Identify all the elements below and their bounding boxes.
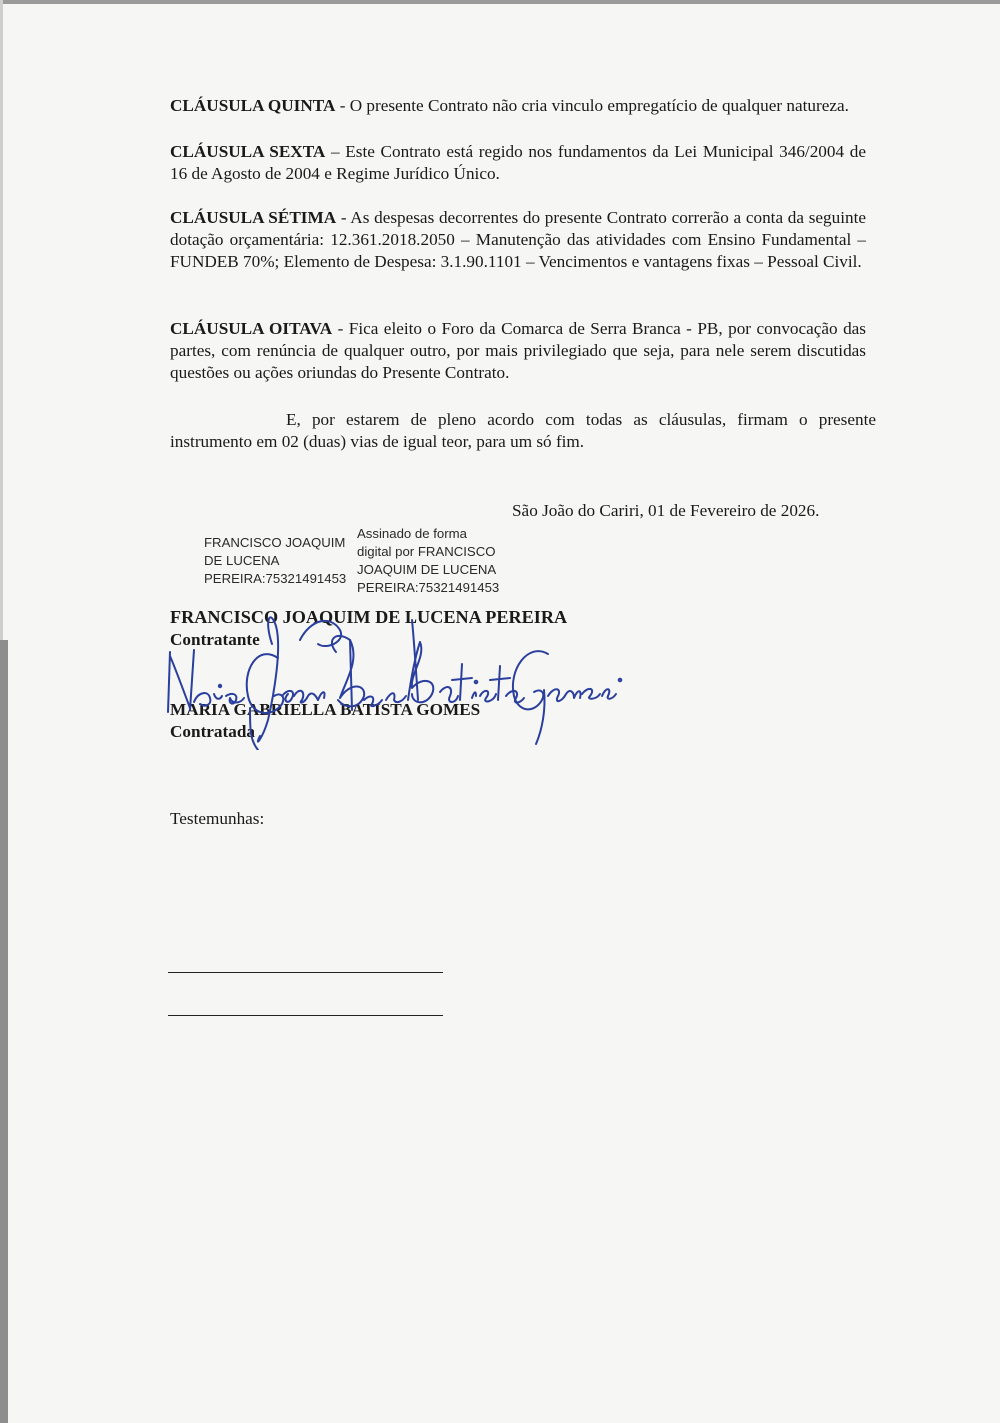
clause-sixth [170, 141, 866, 185]
closing-text: E, por estarem de pleno acordo com todas as cláusulas, firmam o presente instrumento em 02 (duas) vias de igual teor, para um só fim. [170, 410, 876, 451]
scan-left-edge-dark [0, 640, 8, 1423]
scan-left-edge-light [0, 0, 3, 640]
digital-signature-line: FRANCISCO JOAQUIM [204, 535, 346, 550]
digital-signature-line: Assinado de forma [357, 526, 467, 541]
digital-signature-name [204, 534, 346, 588]
place-and-date: São João do Cariri, 01 de Fevereiro de 2026. [512, 501, 820, 520]
clause-text: – Este Contrato está regido nos fundamentos da Lei Municipal 346/2004 de 16 de Agosto de 2004 e Regime Jurídico Único. [170, 142, 866, 183]
clause-heading: CLÁUSULA SEXTA [170, 142, 326, 161]
digital-signature-line: PEREIRA:75321491453 [204, 571, 347, 586]
contractor-name: FRANCISCO JOAQUIM DE LUCENA PEREIRA [170, 607, 568, 627]
clause-heading: CLÁUSULA OITAVA [170, 319, 333, 338]
digital-signature-line: digital por FRANCISCO [357, 544, 496, 559]
contracted-name: MARIA GABRIELLA BATISTA GOMES [170, 700, 481, 719]
clause-seventh [170, 207, 866, 273]
contracted-role: Contratada [170, 722, 255, 741]
clause-eighth [170, 318, 866, 384]
clause-heading: CLÁUSULA QUINTA [170, 96, 336, 115]
witnesses-label: Testemunhas: [170, 809, 265, 828]
digital-signature-line: DE LUCENA [204, 553, 280, 568]
contractor-role: Contratante [170, 630, 260, 649]
clause-heading: CLÁUSULA SÉTIMA [170, 208, 337, 227]
clause-text: - O presente Contrato não cria vinculo empregatício de qualquer natureza. [335, 96, 849, 115]
scan-top-edge [0, 0, 1000, 4]
handwritten-signature [150, 600, 630, 750]
witness-signature-line-2 [168, 1015, 443, 1016]
digital-signature-stamp [357, 525, 499, 597]
digital-signature-line: JOAQUIM DE LUCENA [357, 562, 497, 577]
clause-text: - As despesas decorrentes do presente Contrato correrão a conta da seguinte dotação orçamentária: 12.361.2018.2050 – Manutenção das atividades com Ensino Fundamental – FUNDEB 70%; Elemento de Despesa: 3.1.90.1101 – Vencimentos e vantagens fixas – Pessoal Civil. [170, 208, 866, 271]
digital-signature-line: PEREIRA:75321491453 [357, 580, 500, 595]
clause-fifth [170, 95, 866, 117]
clause-text: - Fica eleito o Foro da Comarca de Serra Branca - PB, por convocação das partes, com renúncia de qualquer outro, por mais privilegiado que seja, para nele serem discutidas questões ou ações oriundas do Presente Contrato. [170, 319, 866, 382]
closing-paragraph [170, 409, 876, 453]
witness-signature-line-1 [168, 972, 443, 973]
